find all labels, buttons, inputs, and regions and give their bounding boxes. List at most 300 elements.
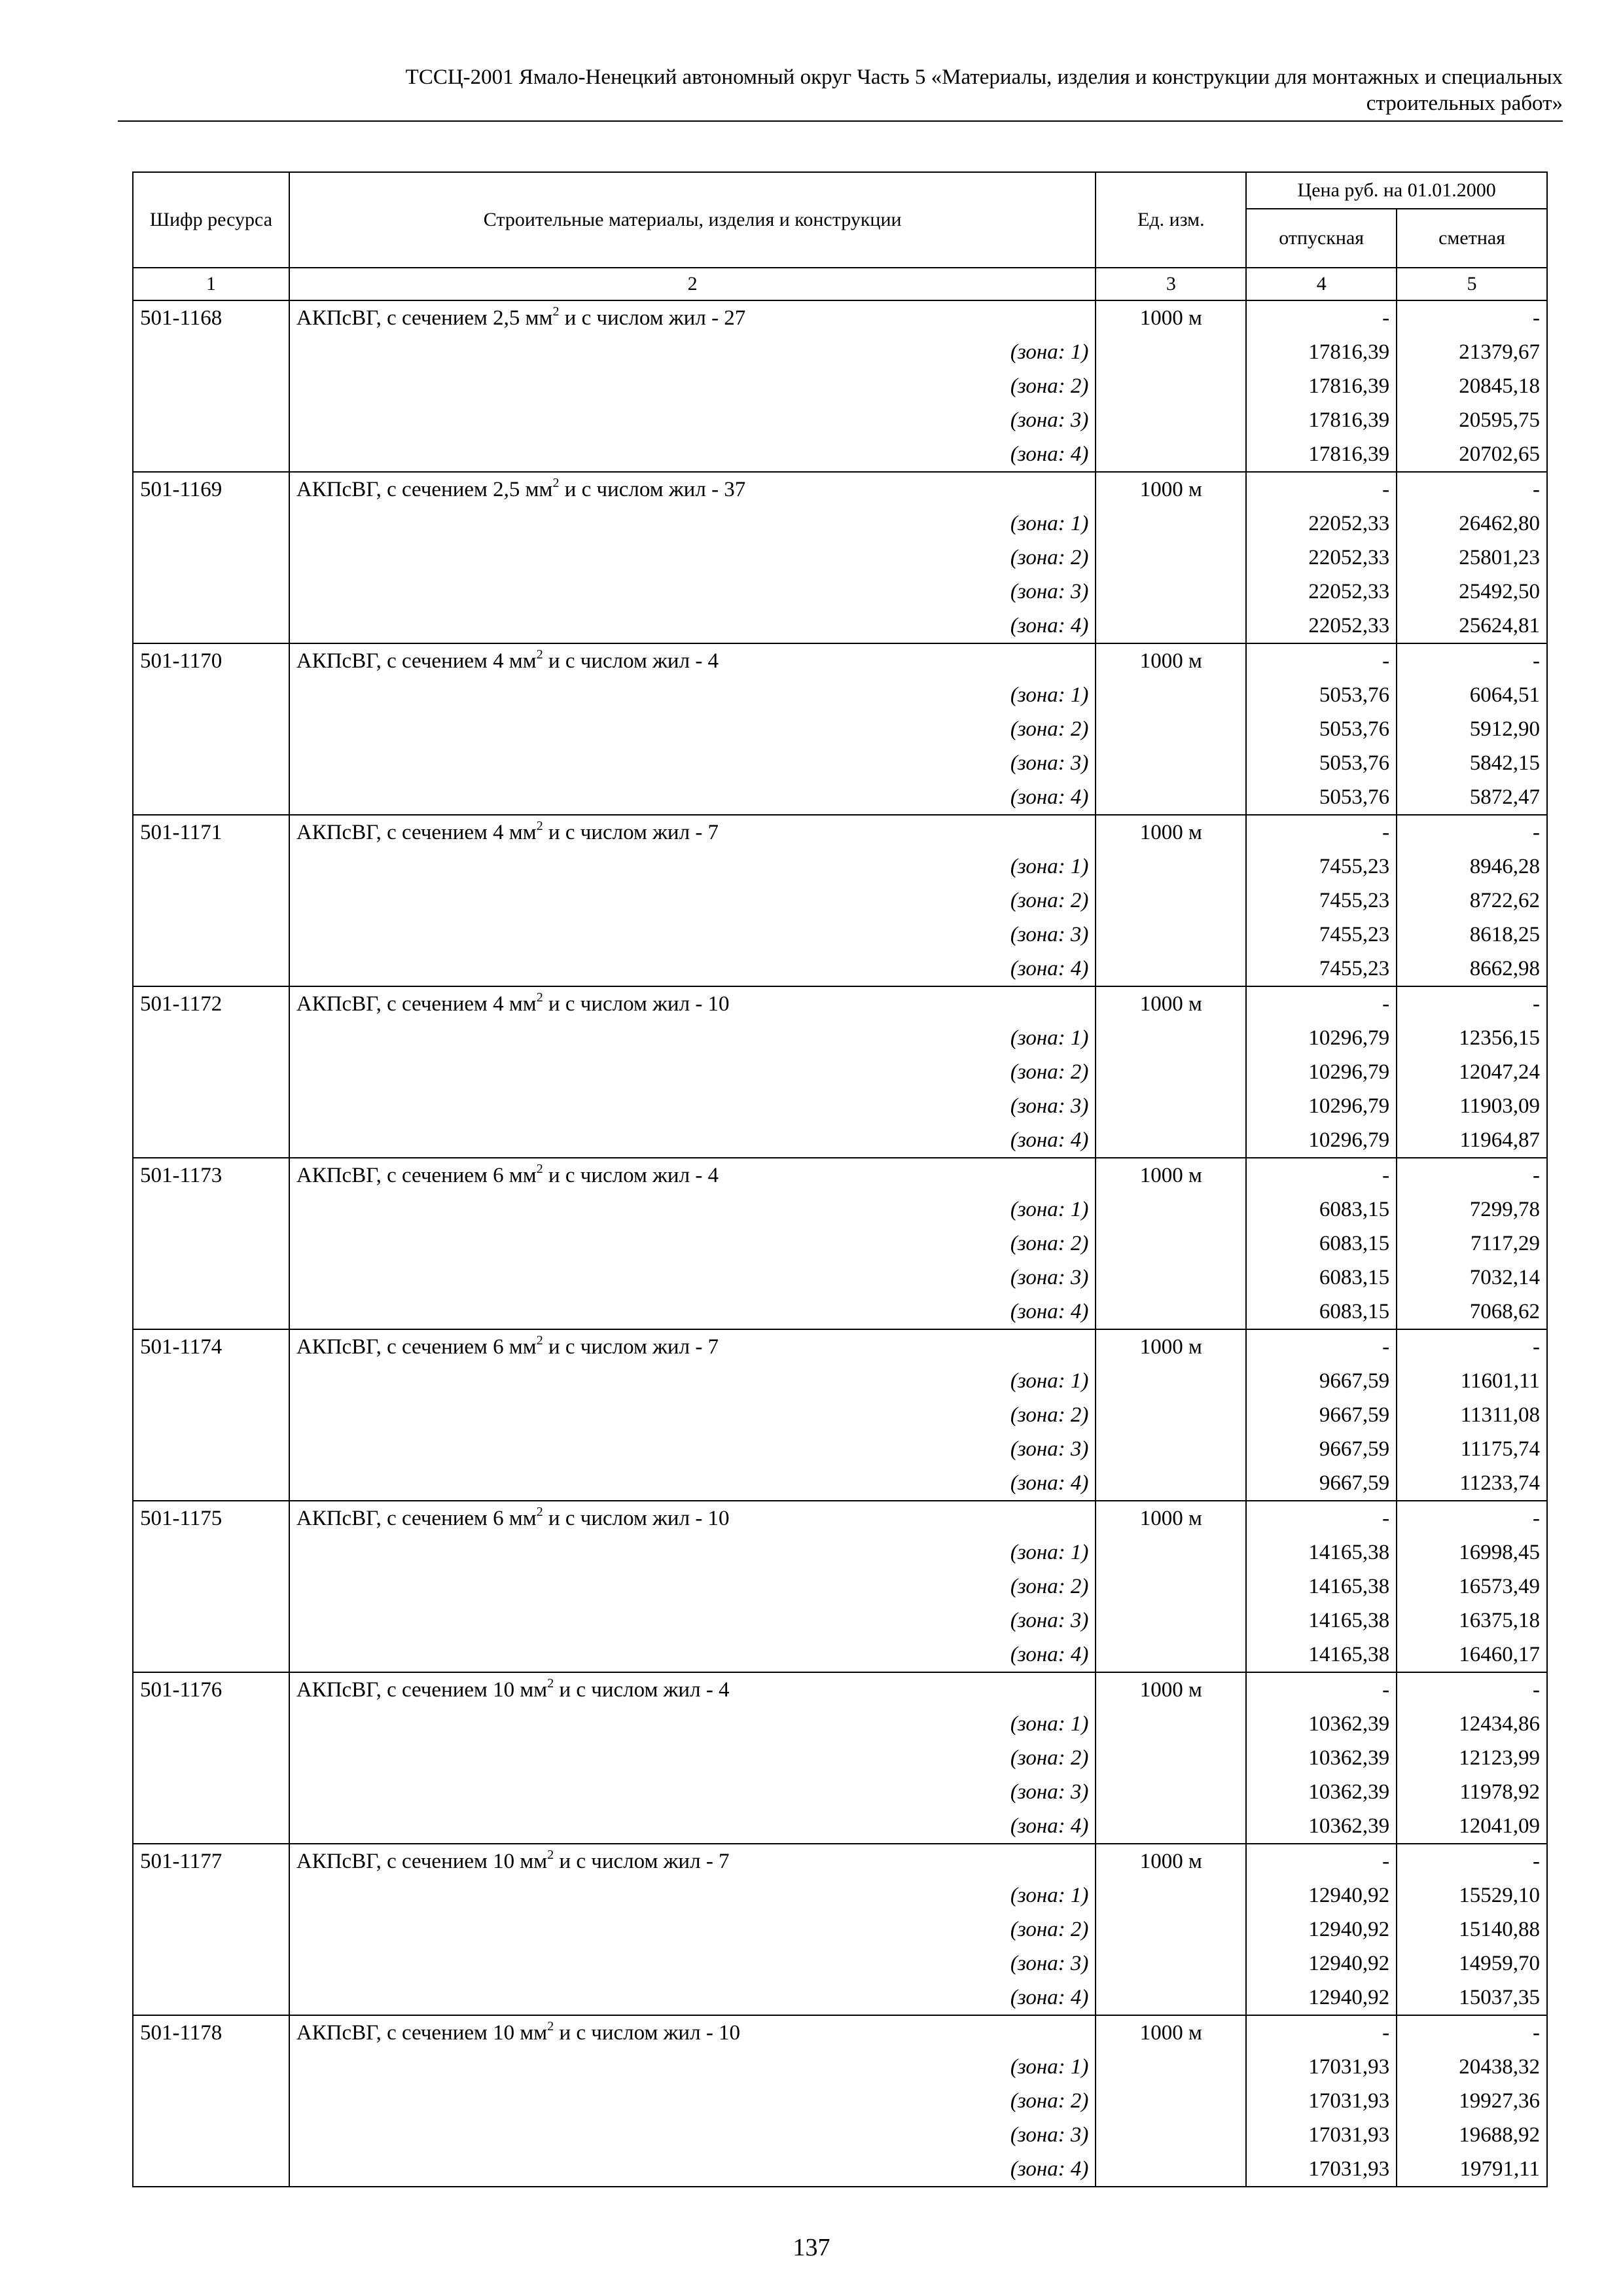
- material-name-tail: и с числом жил - 37: [559, 478, 746, 501]
- zone-estimate-price: 11978,92: [1397, 1775, 1547, 1809]
- zone-label: (зона: 1): [289, 678, 1096, 712]
- zone-estimate-price: 15529,10: [1397, 1878, 1547, 1912]
- empty-cell: [1096, 1021, 1246, 1055]
- zone-estimate-price: 16460,17: [1397, 1638, 1547, 1672]
- empty-cell: [133, 1398, 289, 1432]
- material-name-text: АКПсВГ, с сечением 6 мм: [296, 1335, 537, 1359]
- zone-estimate-price: 19688,92: [1397, 2118, 1547, 2152]
- estimate-price: -: [1397, 472, 1547, 507]
- header-rule: [118, 120, 1563, 122]
- empty-cell: [133, 1707, 289, 1741]
- zone-row: [133, 1535, 1547, 1570]
- empty-cell: [1096, 1604, 1246, 1638]
- zone-estimate-price: 25801,23: [1397, 541, 1547, 575]
- zone-release-price: 22052,33: [1246, 575, 1397, 609]
- unit: 1000 м: [1096, 1158, 1246, 1193]
- empty-cell: [133, 1364, 289, 1398]
- zone-release-price: 14165,38: [1246, 1638, 1397, 1672]
- zone-estimate-price: 20702,65: [1397, 437, 1547, 472]
- zone-release-price: 9667,59: [1246, 1364, 1397, 1398]
- zone-row: [133, 952, 1547, 986]
- material-name-tail: и с числом жил - 27: [559, 306, 746, 330]
- zone-label: (зона: 3): [289, 575, 1096, 609]
- release-price: -: [1246, 1329, 1397, 1364]
- table-head: [133, 172, 1547, 300]
- empty-cell: [1096, 1638, 1246, 1672]
- zone-row: [133, 369, 1547, 403]
- zone-estimate-price: 6064,51: [1397, 678, 1547, 712]
- header-num-3: 3: [1096, 268, 1246, 300]
- zone-label: (зона: 1): [289, 2050, 1096, 2084]
- zone-estimate-price: 19927,36: [1397, 2084, 1547, 2118]
- material-name-text: АКПсВГ, с сечением 4 мм: [296, 992, 537, 1016]
- zone-label: (зона: 1): [289, 1193, 1096, 1227]
- zone-estimate-price: 15140,88: [1397, 1912, 1547, 1946]
- material-name: [289, 300, 1096, 335]
- empty-cell: [1096, 403, 1246, 437]
- zone-row: [133, 1638, 1547, 1672]
- empty-cell: [1096, 1535, 1246, 1570]
- empty-cell: [1096, 1570, 1246, 1604]
- resource-code: 501-1174: [133, 1329, 289, 1364]
- superscript: 2: [536, 647, 543, 662]
- empty-cell: [1096, 1123, 1246, 1158]
- zone-estimate-price: 5842,15: [1397, 746, 1547, 780]
- empty-cell: [1096, 575, 1246, 609]
- zone-row: [133, 1466, 1547, 1501]
- resource-code: 501-1171: [133, 815, 289, 850]
- zone-row: [133, 507, 1547, 541]
- superscript: 2: [536, 1505, 543, 1519]
- zone-estimate-price: 20595,75: [1397, 403, 1547, 437]
- empty-cell: [133, 1535, 289, 1570]
- zone-estimate-price: 8662,98: [1397, 952, 1547, 986]
- zone-row: [133, 1021, 1547, 1055]
- header-num-4: 4: [1246, 268, 1397, 300]
- estimate-price: -: [1397, 815, 1547, 850]
- zone-label: (зона: 2): [289, 1398, 1096, 1432]
- empty-cell: [133, 335, 289, 369]
- zone-label: (зона: 1): [289, 1021, 1096, 1055]
- unit: 1000 м: [1096, 986, 1246, 1021]
- zone-release-price: 6083,15: [1246, 1295, 1397, 1329]
- zone-release-price: 7455,23: [1246, 884, 1397, 918]
- empty-cell: [1096, 2050, 1246, 2084]
- zone-release-price: 5053,76: [1246, 746, 1397, 780]
- table-row: [133, 986, 1547, 1021]
- zone-release-price: 5053,76: [1246, 712, 1397, 746]
- zone-row: [133, 403, 1547, 437]
- zone-estimate-price: 12041,09: [1397, 1809, 1547, 1844]
- empty-cell: [133, 1466, 289, 1501]
- zone-estimate-price: 26462,80: [1397, 507, 1547, 541]
- material-name: [289, 1672, 1096, 1707]
- empty-cell: [133, 609, 289, 643]
- empty-cell: [1096, 1364, 1246, 1398]
- zone-release-price: 6083,15: [1246, 1261, 1397, 1295]
- table-row: [133, 300, 1547, 335]
- zone-row: [133, 884, 1547, 918]
- zone-estimate-price: 11233,74: [1397, 1466, 1547, 1501]
- empty-cell: [133, 1638, 289, 1672]
- resource-code: 501-1170: [133, 643, 289, 678]
- zone-row: [133, 1295, 1547, 1329]
- empty-cell: [1096, 1878, 1246, 1912]
- zone-label: (зона: 2): [289, 1055, 1096, 1089]
- empty-cell: [1096, 952, 1246, 986]
- zone-release-price: 12940,92: [1246, 1878, 1397, 1912]
- material-name-text: АКПсВГ, с сечением 10 мм: [296, 1850, 548, 1873]
- zone-label: (зона: 1): [289, 850, 1096, 884]
- zone-release-price: 10362,39: [1246, 1707, 1397, 1741]
- table-row: [133, 1844, 1547, 1878]
- zone-estimate-price: 20438,32: [1397, 2050, 1547, 2084]
- empty-cell: [1096, 1981, 1246, 2015]
- zone-row: [133, 1055, 1547, 1089]
- zone-row: [133, 335, 1547, 369]
- zone-estimate-price: 7068,62: [1397, 1295, 1547, 1329]
- empty-cell: [1096, 1193, 1246, 1227]
- zone-row: [133, 1878, 1547, 1912]
- empty-cell: [133, 1295, 289, 1329]
- estimate-price: -: [1397, 300, 1547, 335]
- estimate-price: -: [1397, 1672, 1547, 1707]
- material-name-text: АКПсВГ, с сечением 4 мм: [296, 821, 537, 844]
- resource-code: 501-1178: [133, 2015, 289, 2050]
- empty-cell: [133, 403, 289, 437]
- empty-cell: [1096, 1227, 1246, 1261]
- resource-code: 501-1168: [133, 300, 289, 335]
- zone-release-price: 22052,33: [1246, 609, 1397, 643]
- resource-code: 501-1176: [133, 1672, 289, 1707]
- empty-cell: [133, 1912, 289, 1946]
- zone-label: (зона: 4): [289, 1466, 1096, 1501]
- material-name-text: АКПсВГ, с сечением 6 мм: [296, 1507, 537, 1530]
- zone-estimate-price: 7299,78: [1397, 1193, 1547, 1227]
- zone-row: [133, 1089, 1547, 1123]
- zone-estimate-price: 25624,81: [1397, 609, 1547, 643]
- zone-row: [133, 1741, 1547, 1775]
- resource-code: 501-1169: [133, 472, 289, 507]
- estimate-price: -: [1397, 986, 1547, 1021]
- unit: 1000 м: [1096, 1844, 1246, 1878]
- zone-row: [133, 1775, 1547, 1809]
- estimate-price: -: [1397, 1329, 1547, 1364]
- empty-cell: [133, 1741, 289, 1775]
- zone-row: [133, 2152, 1547, 2187]
- superscript: 2: [536, 990, 543, 1005]
- unit: 1000 м: [1096, 1672, 1246, 1707]
- zone-label: (зона: 1): [289, 1878, 1096, 1912]
- zone-label: (зона: 2): [289, 541, 1096, 575]
- zone-estimate-price: 21379,67: [1397, 335, 1547, 369]
- material-name-tail: и с числом жил - 7: [554, 1850, 730, 1873]
- material-name-tail: и с числом жил - 7: [543, 821, 719, 844]
- material-name-tail: и с числом жил - 10: [554, 2021, 741, 2045]
- header-code: Шифр ресурса: [133, 172, 289, 268]
- empty-cell: [1096, 1295, 1246, 1329]
- empty-cell: [133, 1021, 289, 1055]
- zone-release-price: 7455,23: [1246, 850, 1397, 884]
- unit: 1000 м: [1096, 815, 1246, 850]
- empty-cell: [1096, 507, 1246, 541]
- header-line-2: строительных работ»: [1366, 92, 1563, 115]
- release-price: -: [1246, 1501, 1397, 1535]
- estimate-price: -: [1397, 643, 1547, 678]
- zone-label: (зона: 4): [289, 1809, 1096, 1844]
- empty-cell: [1096, 2152, 1246, 2187]
- zone-estimate-price: 7117,29: [1397, 1227, 1547, 1261]
- zone-estimate-price: 15037,35: [1397, 1981, 1547, 2015]
- empty-cell: [133, 1055, 289, 1089]
- zone-release-price: 17031,93: [1246, 2084, 1397, 2118]
- zone-row: [133, 2118, 1547, 2152]
- table-row: [133, 472, 1547, 507]
- empty-cell: [133, 2084, 289, 2118]
- zone-estimate-price: 16375,18: [1397, 1604, 1547, 1638]
- zone-label: (зона: 2): [289, 2084, 1096, 2118]
- resource-code: 501-1177: [133, 1844, 289, 1878]
- zone-label: (зона: 2): [289, 884, 1096, 918]
- zone-row: [133, 1604, 1547, 1638]
- empty-cell: [133, 2152, 289, 2187]
- zone-release-price: 12940,92: [1246, 1912, 1397, 1946]
- header-num-2: 2: [289, 268, 1096, 300]
- zone-estimate-price: 11311,08: [1397, 1398, 1547, 1432]
- resource-code: 501-1173: [133, 1158, 289, 1193]
- superscript: 2: [547, 2019, 554, 2034]
- release-price: -: [1246, 2015, 1397, 2050]
- zone-row: [133, 712, 1547, 746]
- zone-estimate-price: 12356,15: [1397, 1021, 1547, 1055]
- empty-cell: [1096, 1398, 1246, 1432]
- zone-row: [133, 746, 1547, 780]
- material-name-tail: и с числом жил - 10: [543, 992, 730, 1016]
- empty-cell: [1096, 1089, 1246, 1123]
- zone-estimate-price: 11964,87: [1397, 1123, 1547, 1158]
- material-name-tail: и с числом жил - 4: [543, 1164, 719, 1187]
- empty-cell: [1096, 2118, 1246, 2152]
- material-name: [289, 1329, 1096, 1364]
- table-row: [133, 1158, 1547, 1193]
- zone-row: [133, 1398, 1547, 1432]
- header-unit: Ед. изм.: [1096, 172, 1246, 268]
- resource-code: 501-1175: [133, 1501, 289, 1535]
- empty-cell: [133, 575, 289, 609]
- empty-cell: [1096, 884, 1246, 918]
- empty-cell: [1096, 437, 1246, 472]
- superscript: 2: [536, 1162, 543, 1176]
- resource-code: 501-1172: [133, 986, 289, 1021]
- superscript: 2: [547, 1676, 554, 1691]
- material-name-text: АКПсВГ, с сечением 10 мм: [296, 2021, 548, 2045]
- estimate-price: -: [1397, 1501, 1547, 1535]
- zone-release-price: 17031,93: [1246, 2118, 1397, 2152]
- zone-row: [133, 1123, 1547, 1158]
- empty-cell: [133, 850, 289, 884]
- zone-estimate-price: 7032,14: [1397, 1261, 1547, 1295]
- material-name: [289, 986, 1096, 1021]
- zone-row: [133, 918, 1547, 952]
- zone-label: (зона: 2): [289, 1227, 1096, 1261]
- zone-label: (зона: 4): [289, 1123, 1096, 1158]
- zone-release-price: 7455,23: [1246, 918, 1397, 952]
- table-row: [133, 815, 1547, 850]
- zone-label: (зона: 4): [289, 1295, 1096, 1329]
- zone-estimate-price: 16573,49: [1397, 1570, 1547, 1604]
- zone-release-price: 10362,39: [1246, 1809, 1397, 1844]
- empty-cell: [1096, 850, 1246, 884]
- zone-row: [133, 1193, 1547, 1227]
- zone-row: [133, 1946, 1547, 1981]
- material-name: [289, 1158, 1096, 1193]
- material-name: [289, 643, 1096, 678]
- zone-estimate-price: 8946,28: [1397, 850, 1547, 884]
- empty-cell: [133, 746, 289, 780]
- material-name: [289, 472, 1096, 507]
- zone-estimate-price: 25492,50: [1397, 575, 1547, 609]
- empty-cell: [133, 1604, 289, 1638]
- table-row: [133, 2015, 1547, 2050]
- header-num-1: 1: [133, 268, 289, 300]
- zone-label: (зона: 1): [289, 1707, 1096, 1741]
- empty-cell: [133, 1946, 289, 1981]
- zone-row: [133, 1809, 1547, 1844]
- zone-label: (зона: 3): [289, 1946, 1096, 1981]
- zone-label: (зона: 2): [289, 369, 1096, 403]
- zone-estimate-price: 5872,47: [1397, 780, 1547, 815]
- superscript: 2: [536, 1333, 543, 1348]
- zone-release-price: 10296,79: [1246, 1055, 1397, 1089]
- zone-release-price: 17816,39: [1246, 403, 1397, 437]
- zone-row: [133, 1261, 1547, 1295]
- release-price: -: [1246, 815, 1397, 850]
- table-row: [133, 643, 1547, 678]
- zone-estimate-price: 11601,11: [1397, 1364, 1547, 1398]
- zone-row: [133, 2050, 1547, 2084]
- material-name-text: АКПсВГ, с сечением 4 мм: [296, 649, 537, 673]
- unit: 1000 м: [1096, 2015, 1246, 2050]
- zone-estimate-price: 12123,99: [1397, 1741, 1547, 1775]
- zone-label: (зона: 3): [289, 1089, 1096, 1123]
- empty-cell: [1096, 541, 1246, 575]
- material-name-tail: и с числом жил - 4: [554, 1678, 730, 1702]
- zone-label: (зона: 3): [289, 1604, 1096, 1638]
- zone-label: (зона: 4): [289, 437, 1096, 472]
- empty-cell: [1096, 1261, 1246, 1295]
- header-line-1: ТССЦ-2001 Ямало-Ненецкий автономный округ Часть 5 «Материалы, изделия и конструкции для монтажных и специальных: [405, 65, 1563, 89]
- empty-cell: [133, 1775, 289, 1809]
- zone-estimate-price: 14959,70: [1397, 1946, 1547, 1981]
- superscript: 2: [536, 819, 543, 833]
- material-name: [289, 2015, 1096, 2050]
- empty-cell: [1096, 2084, 1246, 2118]
- empty-cell: [1096, 1707, 1246, 1741]
- empty-cell: [133, 1123, 289, 1158]
- zone-label: (зона: 3): [289, 918, 1096, 952]
- empty-cell: [1096, 1809, 1246, 1844]
- zone-release-price: 5053,76: [1246, 780, 1397, 815]
- zone-estimate-price: 12434,86: [1397, 1707, 1547, 1741]
- zone-release-price: 17816,39: [1246, 369, 1397, 403]
- zone-release-price: 5053,76: [1246, 678, 1397, 712]
- zone-estimate-price: 19791,11: [1397, 2152, 1547, 2187]
- material-name-tail: и с числом жил - 4: [543, 649, 719, 673]
- estimate-price: -: [1397, 2015, 1547, 2050]
- zone-release-price: 6083,15: [1246, 1193, 1397, 1227]
- zone-estimate-price: 8722,62: [1397, 884, 1547, 918]
- zone-release-price: 7455,23: [1246, 952, 1397, 986]
- zone-release-price: 14165,38: [1246, 1604, 1397, 1638]
- zone-row: [133, 678, 1547, 712]
- zone-row: [133, 609, 1547, 643]
- header-release: отпускная: [1246, 209, 1397, 268]
- empty-cell: [133, 507, 289, 541]
- empty-cell: [133, 1878, 289, 1912]
- zone-row: [133, 2084, 1547, 2118]
- material-name-text: АКПсВГ, с сечением 6 мм: [296, 1164, 537, 1187]
- unit: 1000 м: [1096, 300, 1246, 335]
- zone-label: (зона: 3): [289, 1432, 1096, 1466]
- zone-release-price: 17816,39: [1246, 437, 1397, 472]
- material-name-tail: и с числом жил - 10: [543, 1507, 730, 1530]
- empty-cell: [133, 918, 289, 952]
- release-price: -: [1246, 1672, 1397, 1707]
- zone-label: (зона: 1): [289, 1364, 1096, 1398]
- price-table: [132, 171, 1548, 2187]
- empty-cell: [133, 1193, 289, 1227]
- zone-row: [133, 575, 1547, 609]
- zone-row: [133, 1912, 1547, 1946]
- zone-row: [133, 850, 1547, 884]
- zone-estimate-price: 20845,18: [1397, 369, 1547, 403]
- zone-label: (зона: 2): [289, 1570, 1096, 1604]
- zone-row: [133, 437, 1547, 472]
- empty-cell: [133, 780, 289, 815]
- zone-release-price: 10296,79: [1246, 1089, 1397, 1123]
- empty-cell: [1096, 678, 1246, 712]
- zone-label: (зона: 4): [289, 609, 1096, 643]
- release-price: -: [1246, 643, 1397, 678]
- zone-release-price: 22052,33: [1246, 541, 1397, 575]
- zone-estimate-price: 8618,25: [1397, 918, 1547, 952]
- zone-row: [133, 1432, 1547, 1466]
- zone-row: [133, 780, 1547, 815]
- zone-label: (зона: 4): [289, 1638, 1096, 1672]
- zone-release-price: 14165,38: [1246, 1570, 1397, 1604]
- zone-estimate-price: 11903,09: [1397, 1089, 1547, 1123]
- empty-cell: [133, 1227, 289, 1261]
- zone-label: (зона: 4): [289, 2152, 1096, 2187]
- zone-estimate-price: 16998,45: [1397, 1535, 1547, 1570]
- superscript: 2: [552, 304, 560, 319]
- zone-label: (зона: 2): [289, 1912, 1096, 1946]
- zone-label: (зона: 4): [289, 780, 1096, 815]
- zone-estimate-price: 5912,90: [1397, 712, 1547, 746]
- empty-cell: [133, 1261, 289, 1295]
- header-price-group: Цена руб. на 01.01.2000: [1246, 172, 1547, 209]
- zone-release-price: 12940,92: [1246, 1981, 1397, 2015]
- superscript: 2: [552, 476, 560, 490]
- empty-cell: [133, 2118, 289, 2152]
- estimate-price: -: [1397, 1844, 1547, 1878]
- superscript: 2: [547, 1848, 554, 1862]
- material-name-text: АКПсВГ, с сечением 2,5 мм: [296, 306, 553, 330]
- unit: 1000 м: [1096, 1329, 1246, 1364]
- release-price: -: [1246, 1158, 1397, 1193]
- unit: 1000 м: [1096, 643, 1246, 678]
- empty-cell: [133, 884, 289, 918]
